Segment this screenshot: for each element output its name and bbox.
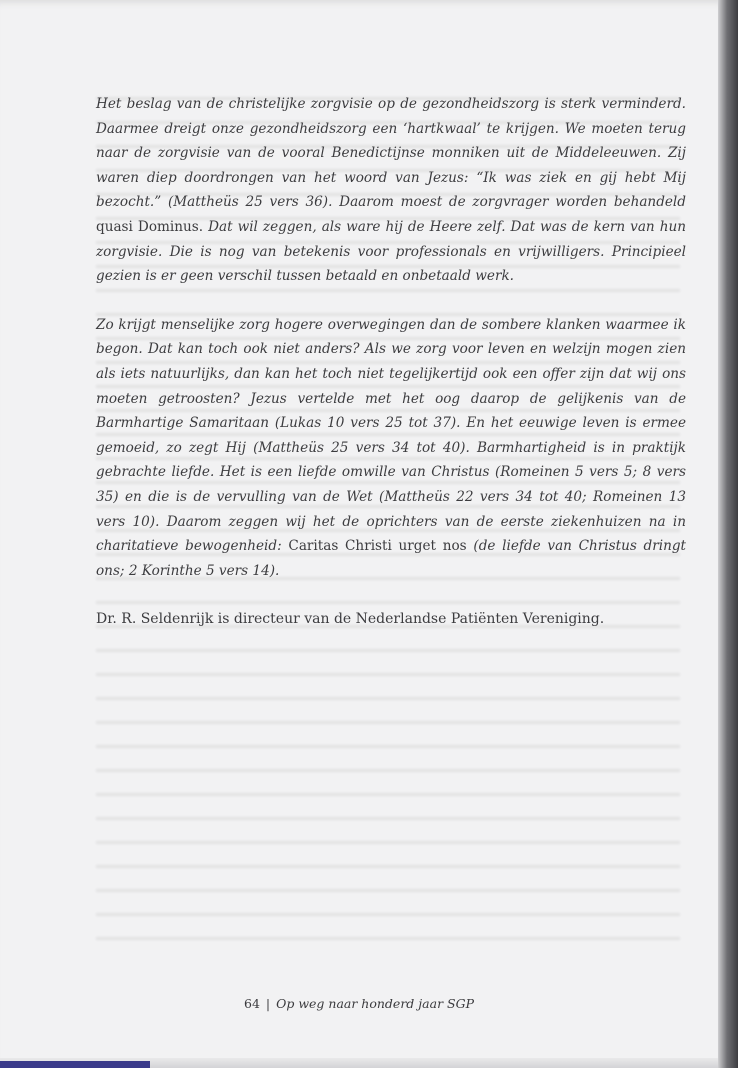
- body-text: [96, 92, 686, 632]
- footer-separator: |: [265, 996, 271, 1011]
- book-title: Op weg naar honderd jaar SGP: [276, 996, 474, 1011]
- page-number: 64: [244, 996, 260, 1011]
- cover-strip: [0, 1061, 150, 1068]
- paragraph-2-text-b: (de liefde van Christus dringt ons; 2 Korinthe 5 vers 14).: [96, 538, 687, 579]
- book-spine-shadow: [718, 0, 738, 1068]
- paragraph-1-text-a: Het beslag van de christelijke zorgvisie op de gezondheidszorg is sterk verminderd. Daarmee dreigt onze gezondheidszorg een ‘hartkwaal’ te krijgen. We moeten terug naar de zorgvisie van de vooral Benedictijnse monniken uit de Middeleeuwen. Zij waren diep doordrongen van het woord van Jezus: “Ik was ziek en gij hebt Mij bezocht.” (Mattheüs 25 vers 36). Daarom moest de zorgvrager worden behandeld: [96, 96, 686, 211]
- paragraph-1-latin-phrase: quasi Dominus.: [96, 218, 204, 235]
- paragraph-1: [96, 92, 686, 289]
- paragraph-1-text-b: Dat wil zeggen, als ware hij de Heere zelf. Dat was de kern van hun zorgvisie. Die is nog van betekenis voor professionals en vrijwilligers. Principieel gezien is er geen verschil tussen betaald en onbetaald werk.: [96, 218, 686, 285]
- paragraph-2: [96, 313, 686, 584]
- paragraph-2-text-a: Zo krijgt menselijke zorg hogere overwegingen dan de sombere klanken waarmee ik begon. Dat kan toch ook niet anders? Als we zorg voor leven en welzijn mogen zien als iets natuurlijks, dan kan het toch niet tegelijkertijd ook een offer zijn dat wij ons moeten getroosten? Jezus vertelde met het oog daarop de gelijkenis van de Barmhartige Samaritaan (Lukas 10 vers 25 tot 37). En het eeuwige leven is ermee gemoeid, zo zegt Hij (Mattheüs 25 vers 34 tot 40). Barmhartigheid is in praktijk gebrachte liefde. Het is een liefde omwille van Christus (Romeinen 5 vers 5; 8 vers 35) en die is de vervulling van de Wet (Mattheüs 22 vers 34 tot 40; Romeinen 13 vers 10). Daarom zeggen wij het de oprichters van de eerste ziekenhuizen na in charitatieve bewogenheid:: [96, 316, 686, 555]
- author-note: Dr. R. Seldenrijk is directeur van de Nederlandse Patiënten Vereniging.: [96, 611, 605, 628]
- paragraph-2-latin-phrase: Caritas Christi urget nos: [288, 538, 467, 555]
- page-footer: [0, 996, 718, 1011]
